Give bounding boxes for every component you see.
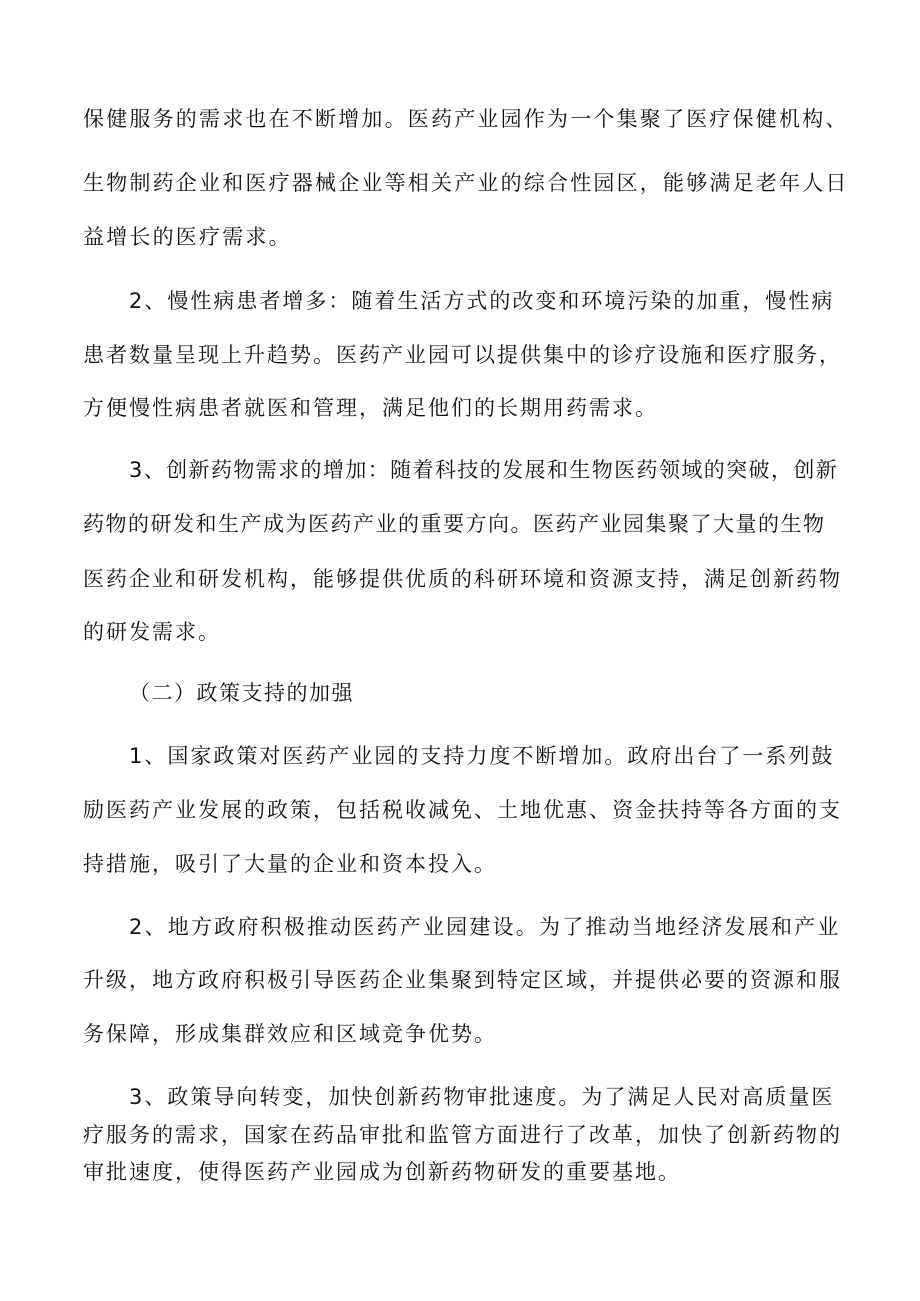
paragraph-4-line-3: 持措施，吸引了大量的企业和资本投入。 xyxy=(83,852,497,876)
paragraph-6-line-2: 疗服务的需求，国家在药品审批和监管方面进行了改革，加快了创新药物的 xyxy=(83,1123,842,1147)
paragraph-5-line-1: 2、地方政府积极推动医药产业园建设。为了推动当地经济发展和产业 xyxy=(129,915,841,939)
paragraph-3-line-1: 3、创新药物需求的增加：随着科技的发展和生物医药领域的突破，创新 xyxy=(129,458,839,482)
paragraph-3-line-2: 药物的研发和生产成为医药产业的重要方向。医药产业园集聚了大量的生物 xyxy=(83,512,826,536)
paragraph-6-line-1: 3、政策导向转变，加快创新药物审批速度。为了满足人民对高质量医 xyxy=(129,1085,835,1109)
paragraph-2-line-2: 患者数量呈现上升趋势。医药产业园可以提供集中的诊疗设施和医疗服务， xyxy=(83,343,842,367)
paragraph-4-line-2: 励医药产业发展的政策，包括税收减免、土地优惠、资金扶持等各方面的支 xyxy=(83,798,842,822)
paragraph-2-line-3: 方便慢性病患者就医和管理，满足他们的长期用药需求。 xyxy=(83,396,658,420)
paragraph-1-line-1: 保健服务的需求也在不断增加。医药产业园作为一个集聚了医疗保健机构、 xyxy=(83,107,849,131)
paragraph-1-line-2: 生物制药企业和医疗器械企业等相关产业的综合性园区，能够满足老年人日 xyxy=(83,171,849,195)
paragraph-6-line-3: 审批速度，使得医药产业园成为创新药物研发的重要基地。 xyxy=(83,1160,681,1184)
paragraph-5-line-3: 务保障，形成集群效应和区域竞争优势。 xyxy=(83,1022,497,1046)
paragraph-4-line-1: 1、国家政策对医药产业园的支持力度不断增加。政府出台了一系列鼓 xyxy=(129,744,835,768)
section-heading: （二）政策支持的加强 xyxy=(129,681,354,705)
paragraph-1-line-3: 益增长的医疗需求。 xyxy=(83,225,292,249)
paragraph-5-line-2: 升级，地方政府积极引导医药企业集聚到特定区域，并提供必要的资源和服 xyxy=(83,968,842,992)
paragraph-2-line-1: 2、慢性病患者增多：随着生活方式的改变和环境污染的加重，慢性病 xyxy=(129,289,835,313)
paragraph-3-line-4: 的研发需求。 xyxy=(83,620,221,644)
paragraph-3-line-3: 医药企业和研发机构，能够提供优质的科研环境和资源支持，满足创新药物 xyxy=(83,567,842,591)
